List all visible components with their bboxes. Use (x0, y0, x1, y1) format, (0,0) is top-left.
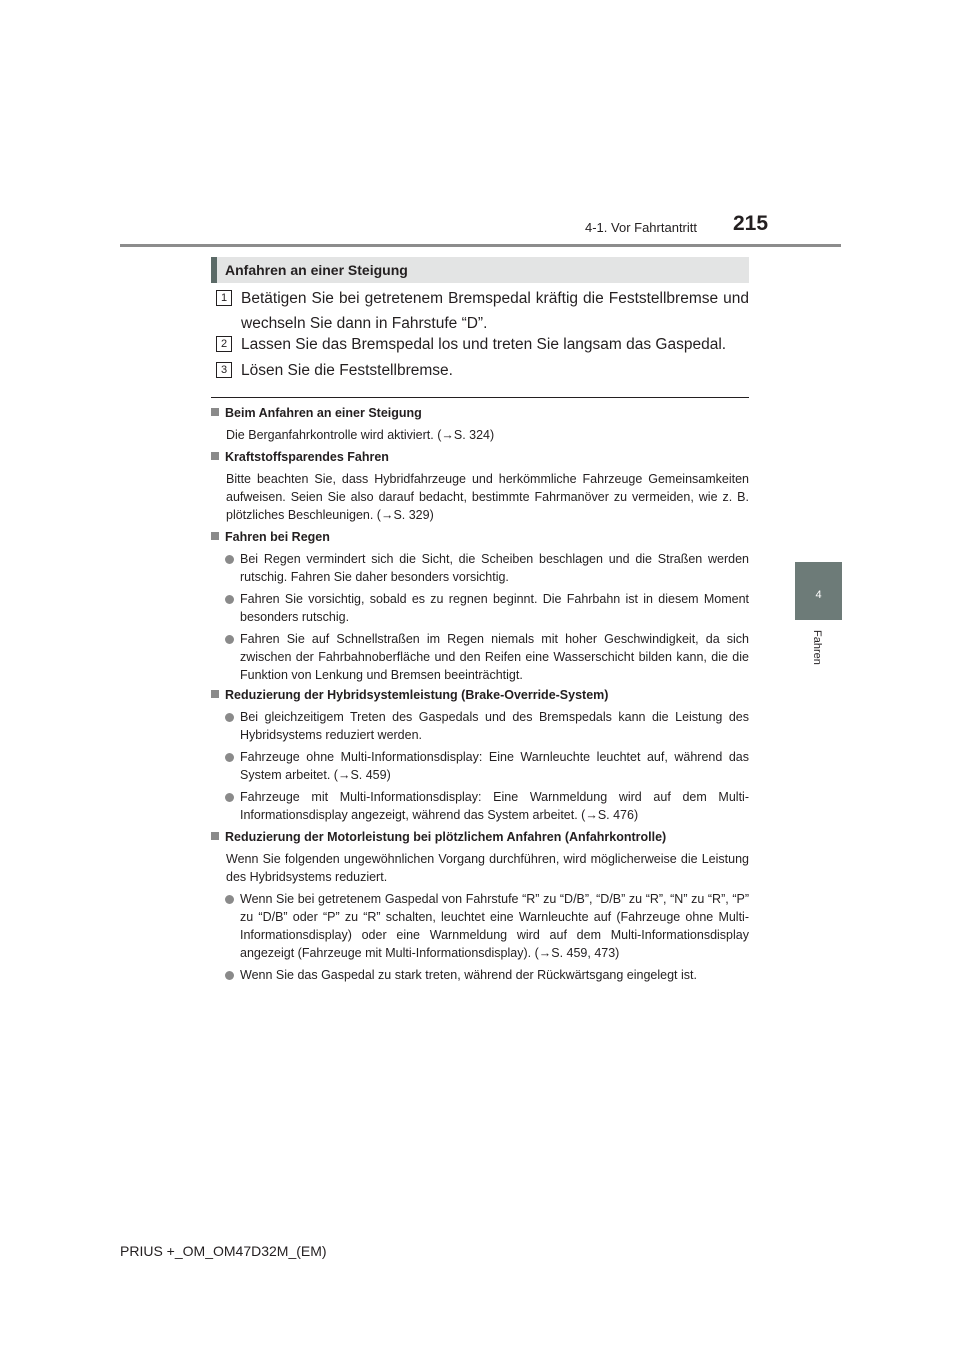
step-number-2: 2 (216, 336, 232, 352)
list-item: Fahrzeuge ohne Multi-Informationsdisplay: Eine Warnleuchte leuchtet auf, während das System arbeitet. (→S. 459) (211, 748, 749, 784)
square-bullet-icon (211, 408, 219, 416)
header-rule (120, 244, 841, 247)
circle-bullet-icon (225, 555, 234, 564)
note-heading: Reduzierung der Hybridsystemleistung (Brake-Override-System) (211, 686, 749, 704)
note-fuel-saving (211, 448, 749, 524)
circle-bullet-icon (225, 595, 234, 604)
header-section-title: 4-1. Vor Fahrtantritt (585, 220, 697, 235)
step-number-1: 1 (216, 290, 232, 306)
chapter-label: Fahren (811, 630, 823, 665)
note-heading: Fahren bei Regen (211, 528, 749, 546)
square-bullet-icon (211, 452, 219, 460)
circle-bullet-icon (225, 971, 234, 980)
circle-bullet-icon (225, 713, 234, 722)
list-item: Bei Regen vermindert sich die Sicht, die Scheiben beschlagen und die Straßen werden rutschig. Fahren Sie daher besonders vorsichtig. (211, 550, 749, 586)
square-bullet-icon (211, 832, 219, 840)
note-heading: Reduzierung der Motorleistung bei plötzlichem Anfahren (Anfahrkontrolle) (211, 828, 749, 846)
step-text-3: Lösen Sie die Feststellbremse. (241, 362, 453, 379)
step-text-2: Lassen Sie das Bremspedal los und treten Sie langsam das Gaspedal. (241, 336, 727, 353)
note-heading: Beim Anfahren an einer Steigung (211, 404, 749, 422)
note-body: Die Berganfahrkontrolle wird aktiviert. (→S. 324) (226, 428, 495, 442)
circle-bullet-icon (225, 793, 234, 802)
circle-bullet-icon (225, 753, 234, 762)
note-heading: Kraftstoffsparendes Fahren (211, 448, 749, 466)
list-item: Bei gleichzeitigem Treten des Gaspedals und des Bremspedals kann die Leistung des Hybridsystems reduziert werden. (211, 708, 749, 744)
list-item: Wenn Sie bei getretenem Gaspedal von Fahrstufe “R” zu “D/B”, “D/B” zu “R”, “N” zu “R”, “P” zu “D/B” oder “P” zu “R” schalten, leuchtet eine Warnleuchte auf (Fahrzeuge ohne Multi-Informationsdisplay) oder eine Warnmeldung wird auf dem Multi-Informationsdisplay angezeigt (Fahrzeuge mit Multi-Informationsdisplay). (→S. 459, 473) (211, 890, 749, 962)
note-body: Bitte beachten Sie, dass Hybridfahrzeuge und herkömmliche Fahrzeuge Gemeinsamkeiten aufweisen. Seien Sie also darauf bedacht, bestimmte Fahrmanöver zu vermeiden, wie z. B. plötzliches Beschleunigen. (→S. 329) (226, 472, 749, 522)
step-text-1: Betätigen Sie bei getretenem Bremspedal kräftig die Feststellbremse und wechseln Sie dann in Fahrstufe “D”. (241, 290, 749, 332)
circle-bullet-icon (225, 635, 234, 644)
square-bullet-icon (211, 690, 219, 698)
section-heading-box (211, 257, 749, 283)
square-bullet-icon (211, 532, 219, 540)
section-divider (211, 397, 749, 398)
note-rain (211, 528, 749, 684)
chapter-number: 4 (815, 589, 822, 601)
step-number-3: 3 (216, 362, 232, 378)
list-item: Fahren Sie vorsichtig, sobald es zu regnen beginnt. Die Fahrbahn ist in diesem Moment besonders rutschig. (211, 590, 749, 626)
list-item: Wenn Sie das Gaspedal zu stark treten, während der Rückwärtsgang eingelegt ist. (211, 966, 749, 984)
note-brake-override (211, 686, 749, 824)
footer-document-code: PRIUS +_OM_OM47D32M_(EM) (120, 1243, 327, 1259)
section-title: Anfahren an einer Steigung (225, 262, 408, 278)
list-item: Fahrzeuge mit Multi-Informationsdisplay: Eine Warnmeldung wird auf dem Multi-Informationsdisplay angezeigt, während das System arbeitet. (→S. 476) (211, 788, 749, 824)
page-number: 215 (733, 212, 769, 235)
chapter-tab (795, 562, 842, 620)
note-start-control (211, 828, 749, 984)
list-item: Fahren Sie auf Schnellstraßen im Regen niemals mit hoher Geschwindigkeit, da sich zwischen der Fahrbahnoberfläche und den Reifen eine Wasserschicht bilden kann, die die Funktion von Lenkung und Bremsen beeinträchtigt. (211, 630, 749, 684)
note-hill-start (211, 404, 749, 444)
note-body: Wenn Sie folgenden ungewöhnlichen Vorgang durchführen, wird möglicherweise die Leistung des Hybridsystems reduziert. (226, 852, 749, 884)
circle-bullet-icon (225, 895, 234, 904)
